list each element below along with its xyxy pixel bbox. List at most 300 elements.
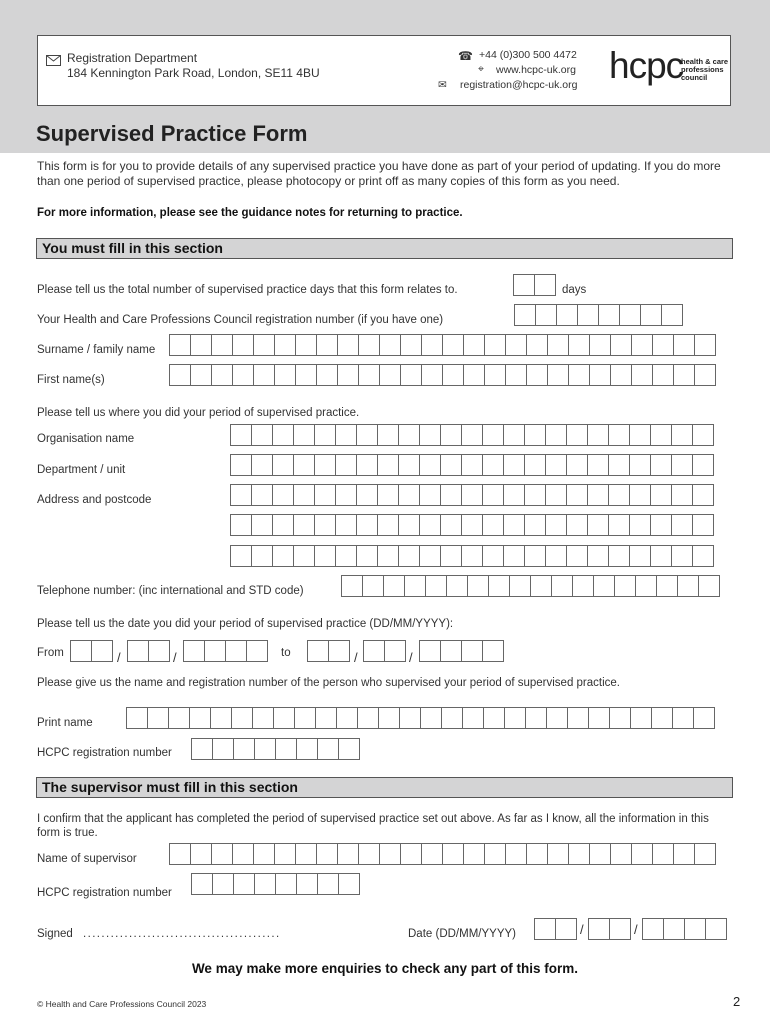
character-box[interactable] [671,484,693,506]
character-box[interactable] [514,304,536,326]
character-box[interactable] [314,545,336,567]
character-box[interactable] [526,843,548,865]
character-box[interactable] [147,707,169,729]
character-box[interactable] [652,843,674,865]
character-box[interactable] [504,707,526,729]
character-box[interactable] [357,707,379,729]
character-box[interactable] [384,640,406,662]
character-box[interactable] [232,334,254,356]
character-box[interactable] [442,364,464,386]
character-box[interactable] [191,873,213,895]
character-box[interactable] [440,424,462,446]
character-box[interactable] [509,575,531,597]
character-box[interactable] [482,454,504,476]
character-box[interactable] [524,514,546,536]
character-box[interactable] [356,514,378,536]
character-box[interactable] [629,484,651,506]
character-box[interactable] [566,484,588,506]
character-box[interactable] [555,918,577,940]
character-box[interactable] [545,484,567,506]
character-box[interactable] [230,484,252,506]
character-box[interactable] [482,514,504,536]
character-box[interactable] [673,364,695,386]
character-box[interactable] [440,640,462,662]
character-box[interactable] [168,707,190,729]
character-box[interactable] [547,364,569,386]
character-box[interactable] [526,334,548,356]
character-box[interactable] [440,454,462,476]
character-box[interactable] [503,424,525,446]
character-box[interactable] [400,364,422,386]
character-box[interactable] [190,334,212,356]
character-box[interactable] [383,575,405,597]
character-box[interactable] [610,364,632,386]
character-box[interactable] [673,843,695,865]
character-box[interactable] [440,484,462,506]
character-box[interactable] [461,454,483,476]
character-box[interactable] [505,334,527,356]
character-box[interactable] [610,843,632,865]
character-box[interactable] [190,843,212,865]
character-box[interactable] [148,640,170,662]
character-box[interactable] [614,575,636,597]
character-box[interactable] [587,484,609,506]
character-box[interactable] [692,484,714,506]
department-input[interactable] [230,454,713,476]
character-box[interactable] [189,707,211,729]
character-box[interactable] [484,364,506,386]
character-box[interactable] [421,843,443,865]
character-box[interactable] [587,454,609,476]
character-box[interactable] [530,575,552,597]
character-box[interactable] [547,334,569,356]
character-box[interactable] [692,514,714,536]
character-box[interactable] [316,334,338,356]
character-box[interactable] [253,334,275,356]
character-box[interactable] [484,334,506,356]
character-box[interactable] [338,873,360,895]
character-box[interactable] [336,707,358,729]
signed-month-input[interactable] [588,918,630,940]
character-box[interactable] [230,454,252,476]
character-box[interactable] [442,843,464,865]
character-box[interactable] [568,334,590,356]
character-box[interactable] [650,545,672,567]
character-box[interactable] [642,918,664,940]
character-box[interactable] [566,514,588,536]
character-box[interactable] [232,364,254,386]
character-box[interactable] [663,918,685,940]
character-box[interactable] [335,514,357,536]
character-box[interactable] [210,707,232,729]
character-box[interactable] [398,454,420,476]
from-year-input[interactable] [183,640,267,662]
character-box[interactable] [293,514,315,536]
character-box[interactable] [190,364,212,386]
character-box[interactable] [545,454,567,476]
character-box[interactable] [588,707,610,729]
print-name-input[interactable] [126,707,714,729]
character-box[interactable] [212,738,234,760]
character-box[interactable] [671,514,693,536]
character-box[interactable] [629,545,651,567]
to-day-input[interactable] [307,640,349,662]
character-box[interactable] [524,545,546,567]
character-box[interactable] [566,545,588,567]
character-box[interactable] [694,364,716,386]
character-box[interactable] [651,707,673,729]
character-box[interactable] [253,364,275,386]
character-box[interactable] [127,640,149,662]
character-box[interactable] [568,843,590,865]
character-box[interactable] [488,575,510,597]
character-box[interactable] [275,873,297,895]
character-box[interactable] [587,514,609,536]
character-box[interactable] [211,843,233,865]
character-box[interactable] [513,274,535,296]
character-box[interactable] [356,454,378,476]
surname-input[interactable] [169,334,715,356]
character-box[interactable] [314,484,336,506]
character-box[interactable] [254,738,276,760]
character-box[interactable] [335,545,357,567]
character-box[interactable] [567,707,589,729]
character-box[interactable] [692,454,714,476]
character-box[interactable] [461,514,483,536]
character-box[interactable] [650,454,672,476]
character-box[interactable] [545,424,567,446]
character-box[interactable] [293,454,315,476]
character-box[interactable] [608,454,630,476]
character-box[interactable] [272,484,294,506]
telephone-input[interactable] [341,575,719,597]
character-box[interactable] [608,424,630,446]
character-box[interactable] [274,843,296,865]
character-box[interactable] [356,424,378,446]
character-box[interactable] [314,454,336,476]
character-box[interactable] [640,304,662,326]
character-box[interactable] [524,484,546,506]
character-box[interactable] [608,514,630,536]
character-box[interactable] [419,424,441,446]
character-box[interactable] [377,514,399,536]
to-year-input[interactable] [419,640,503,662]
from-day-input[interactable] [70,640,112,662]
character-box[interactable] [524,454,546,476]
character-box[interactable] [254,873,276,895]
character-box[interactable] [546,707,568,729]
character-box[interactable] [551,575,573,597]
character-box[interactable] [608,484,630,506]
character-box[interactable] [503,484,525,506]
character-box[interactable] [547,843,569,865]
character-box[interactable] [694,843,716,865]
character-box[interactable] [272,545,294,567]
character-box[interactable] [419,640,441,662]
character-box[interactable] [482,640,504,662]
character-box[interactable] [379,334,401,356]
email-link[interactable]: registration@hcpc-uk.org [460,79,578,91]
character-box[interactable] [232,843,254,865]
character-box[interactable] [441,707,463,729]
from-month-input[interactable] [127,640,169,662]
character-box[interactable] [482,484,504,506]
character-box[interactable] [692,545,714,567]
character-box[interactable] [593,575,615,597]
character-box[interactable] [404,575,426,597]
character-box[interactable] [440,514,462,536]
character-box[interactable] [400,843,422,865]
character-box[interactable] [377,424,399,446]
first-names-input[interactable] [169,364,715,386]
character-box[interactable] [328,640,350,662]
character-box[interactable] [295,364,317,386]
character-box[interactable] [572,575,594,597]
character-box[interactable] [272,424,294,446]
character-box[interactable] [525,707,547,729]
character-box[interactable] [233,873,255,895]
character-box[interactable] [598,304,620,326]
character-box[interactable] [317,738,339,760]
character-box[interactable] [337,334,359,356]
reg-number-input[interactable] [514,304,682,326]
character-box[interactable] [568,364,590,386]
character-box[interactable] [358,843,380,865]
character-box[interactable] [230,545,252,567]
character-box[interactable] [631,843,653,865]
character-box[interactable] [399,707,421,729]
character-box[interactable] [656,575,678,597]
character-box[interactable] [440,545,462,567]
character-box[interactable] [338,738,360,760]
character-box[interactable] [630,707,652,729]
character-box[interactable] [652,334,674,356]
character-box[interactable] [91,640,113,662]
character-box[interactable] [698,575,720,597]
character-box[interactable] [671,454,693,476]
character-box[interactable] [314,424,336,446]
character-box[interactable] [610,334,632,356]
address-input-line-3[interactable] [230,545,713,567]
to-month-input[interactable] [363,640,405,662]
character-box[interactable] [335,424,357,446]
character-box[interactable] [337,364,359,386]
character-box[interactable] [169,334,191,356]
character-box[interactable] [534,918,556,940]
character-box[interactable] [363,640,385,662]
character-box[interactable] [273,707,295,729]
character-box[interactable] [400,334,422,356]
character-box[interactable] [398,514,420,536]
character-box[interactable] [293,424,315,446]
character-box[interactable] [398,545,420,567]
character-box[interactable] [503,545,525,567]
character-box[interactable] [629,424,651,446]
address-input-line-2[interactable] [230,514,713,536]
character-box[interactable] [246,640,268,662]
character-box[interactable] [425,575,447,597]
character-box[interactable] [252,707,274,729]
character-box[interactable] [275,738,297,760]
character-box[interactable] [629,454,651,476]
character-box[interactable] [225,640,247,662]
supervisor-hcpc-reg-input[interactable] [191,873,359,895]
character-box[interactable] [629,514,651,536]
character-box[interactable] [307,640,329,662]
character-box[interactable] [684,918,706,940]
character-box[interactable] [631,364,653,386]
character-box[interactable] [463,364,485,386]
character-box[interactable] [230,424,252,446]
character-box[interactable] [356,545,378,567]
character-box[interactable] [545,514,567,536]
character-box[interactable] [70,640,92,662]
character-box[interactable] [677,575,699,597]
character-box[interactable] [315,707,337,729]
character-box[interactable] [337,843,359,865]
character-box[interactable] [126,707,148,729]
character-box[interactable] [293,484,315,506]
character-box[interactable] [566,454,588,476]
character-box[interactable] [335,454,357,476]
character-box[interactable] [211,334,233,356]
character-box[interactable] [446,575,468,597]
character-box[interactable] [461,424,483,446]
character-box[interactable] [693,707,715,729]
character-box[interactable] [293,545,315,567]
signed-day-input[interactable] [534,918,576,940]
character-box[interactable] [619,304,641,326]
days-input[interactable] [513,274,555,296]
character-box[interactable] [589,843,611,865]
character-box[interactable] [251,545,273,567]
address-input-line-1[interactable] [230,484,713,506]
character-box[interactable] [692,424,714,446]
character-box[interactable] [204,640,226,662]
character-box[interactable] [608,545,630,567]
character-box[interactable] [253,843,275,865]
character-box[interactable] [272,514,294,536]
character-box[interactable] [482,424,504,446]
character-box[interactable] [482,545,504,567]
character-box[interactable] [251,514,273,536]
character-box[interactable] [483,707,505,729]
hcpc-reg-input[interactable] [191,738,359,760]
character-box[interactable] [461,545,483,567]
character-box[interactable] [556,304,578,326]
character-box[interactable] [661,304,683,326]
character-box[interactable] [377,545,399,567]
character-box[interactable] [398,424,420,446]
character-box[interactable] [463,843,485,865]
character-box[interactable] [419,484,441,506]
character-box[interactable] [467,575,489,597]
character-box[interactable] [588,918,610,940]
character-box[interactable] [566,424,588,446]
character-box[interactable] [420,707,442,729]
character-box[interactable] [505,843,527,865]
supervisor-name-input[interactable] [169,843,715,865]
character-box[interactable] [577,304,599,326]
signed-year-input[interactable] [642,918,726,940]
character-box[interactable] [169,364,191,386]
character-box[interactable] [589,334,611,356]
character-box[interactable] [274,364,296,386]
character-box[interactable] [545,545,567,567]
character-box[interactable] [650,424,672,446]
website-link[interactable]: www.hcpc-uk.org [496,64,576,76]
character-box[interactable] [650,484,672,506]
character-box[interactable] [377,454,399,476]
character-box[interactable] [362,575,384,597]
character-box[interactable] [335,484,357,506]
character-box[interactable] [358,364,380,386]
character-box[interactable] [671,545,693,567]
character-box[interactable] [526,364,548,386]
character-box[interactable] [378,707,400,729]
character-box[interactable] [377,484,399,506]
character-box[interactable] [631,334,653,356]
character-box[interactable] [705,918,727,940]
character-box[interactable] [419,545,441,567]
character-box[interactable] [212,873,234,895]
character-box[interactable] [421,364,443,386]
character-box[interactable] [379,843,401,865]
character-box[interactable] [635,575,657,597]
character-box[interactable] [169,843,191,865]
character-box[interactable] [316,364,338,386]
character-box[interactable] [505,364,527,386]
character-box[interactable] [672,707,694,729]
character-box[interactable] [296,873,318,895]
character-box[interactable] [461,640,483,662]
character-box[interactable] [356,484,378,506]
character-box[interactable] [274,334,296,356]
character-box[interactable] [609,707,631,729]
character-box[interactable] [183,640,205,662]
character-box[interactable] [484,843,506,865]
character-box[interactable] [461,484,483,506]
character-box[interactable] [442,334,464,356]
character-box[interactable] [231,707,253,729]
character-box[interactable] [609,918,631,940]
signature-line[interactable]: ........................................... [83,928,281,940]
character-box[interactable] [503,454,525,476]
character-box[interactable] [650,514,672,536]
character-box[interactable] [341,575,363,597]
character-box[interactable] [230,514,252,536]
character-box[interactable] [463,334,485,356]
character-box[interactable] [652,364,674,386]
character-box[interactable] [379,364,401,386]
character-box[interactable] [294,707,316,729]
character-box[interactable] [419,454,441,476]
character-box[interactable] [251,484,273,506]
character-box[interactable] [587,424,609,446]
character-box[interactable] [295,334,317,356]
character-box[interactable] [233,738,255,760]
character-box[interactable] [272,454,294,476]
character-box[interactable] [398,484,420,506]
character-box[interactable] [251,454,273,476]
character-box[interactable] [421,334,443,356]
character-box[interactable] [295,843,317,865]
character-box[interactable] [673,334,695,356]
character-box[interactable] [589,364,611,386]
character-box[interactable] [251,424,273,446]
character-box[interactable] [211,364,233,386]
character-box[interactable] [503,514,525,536]
